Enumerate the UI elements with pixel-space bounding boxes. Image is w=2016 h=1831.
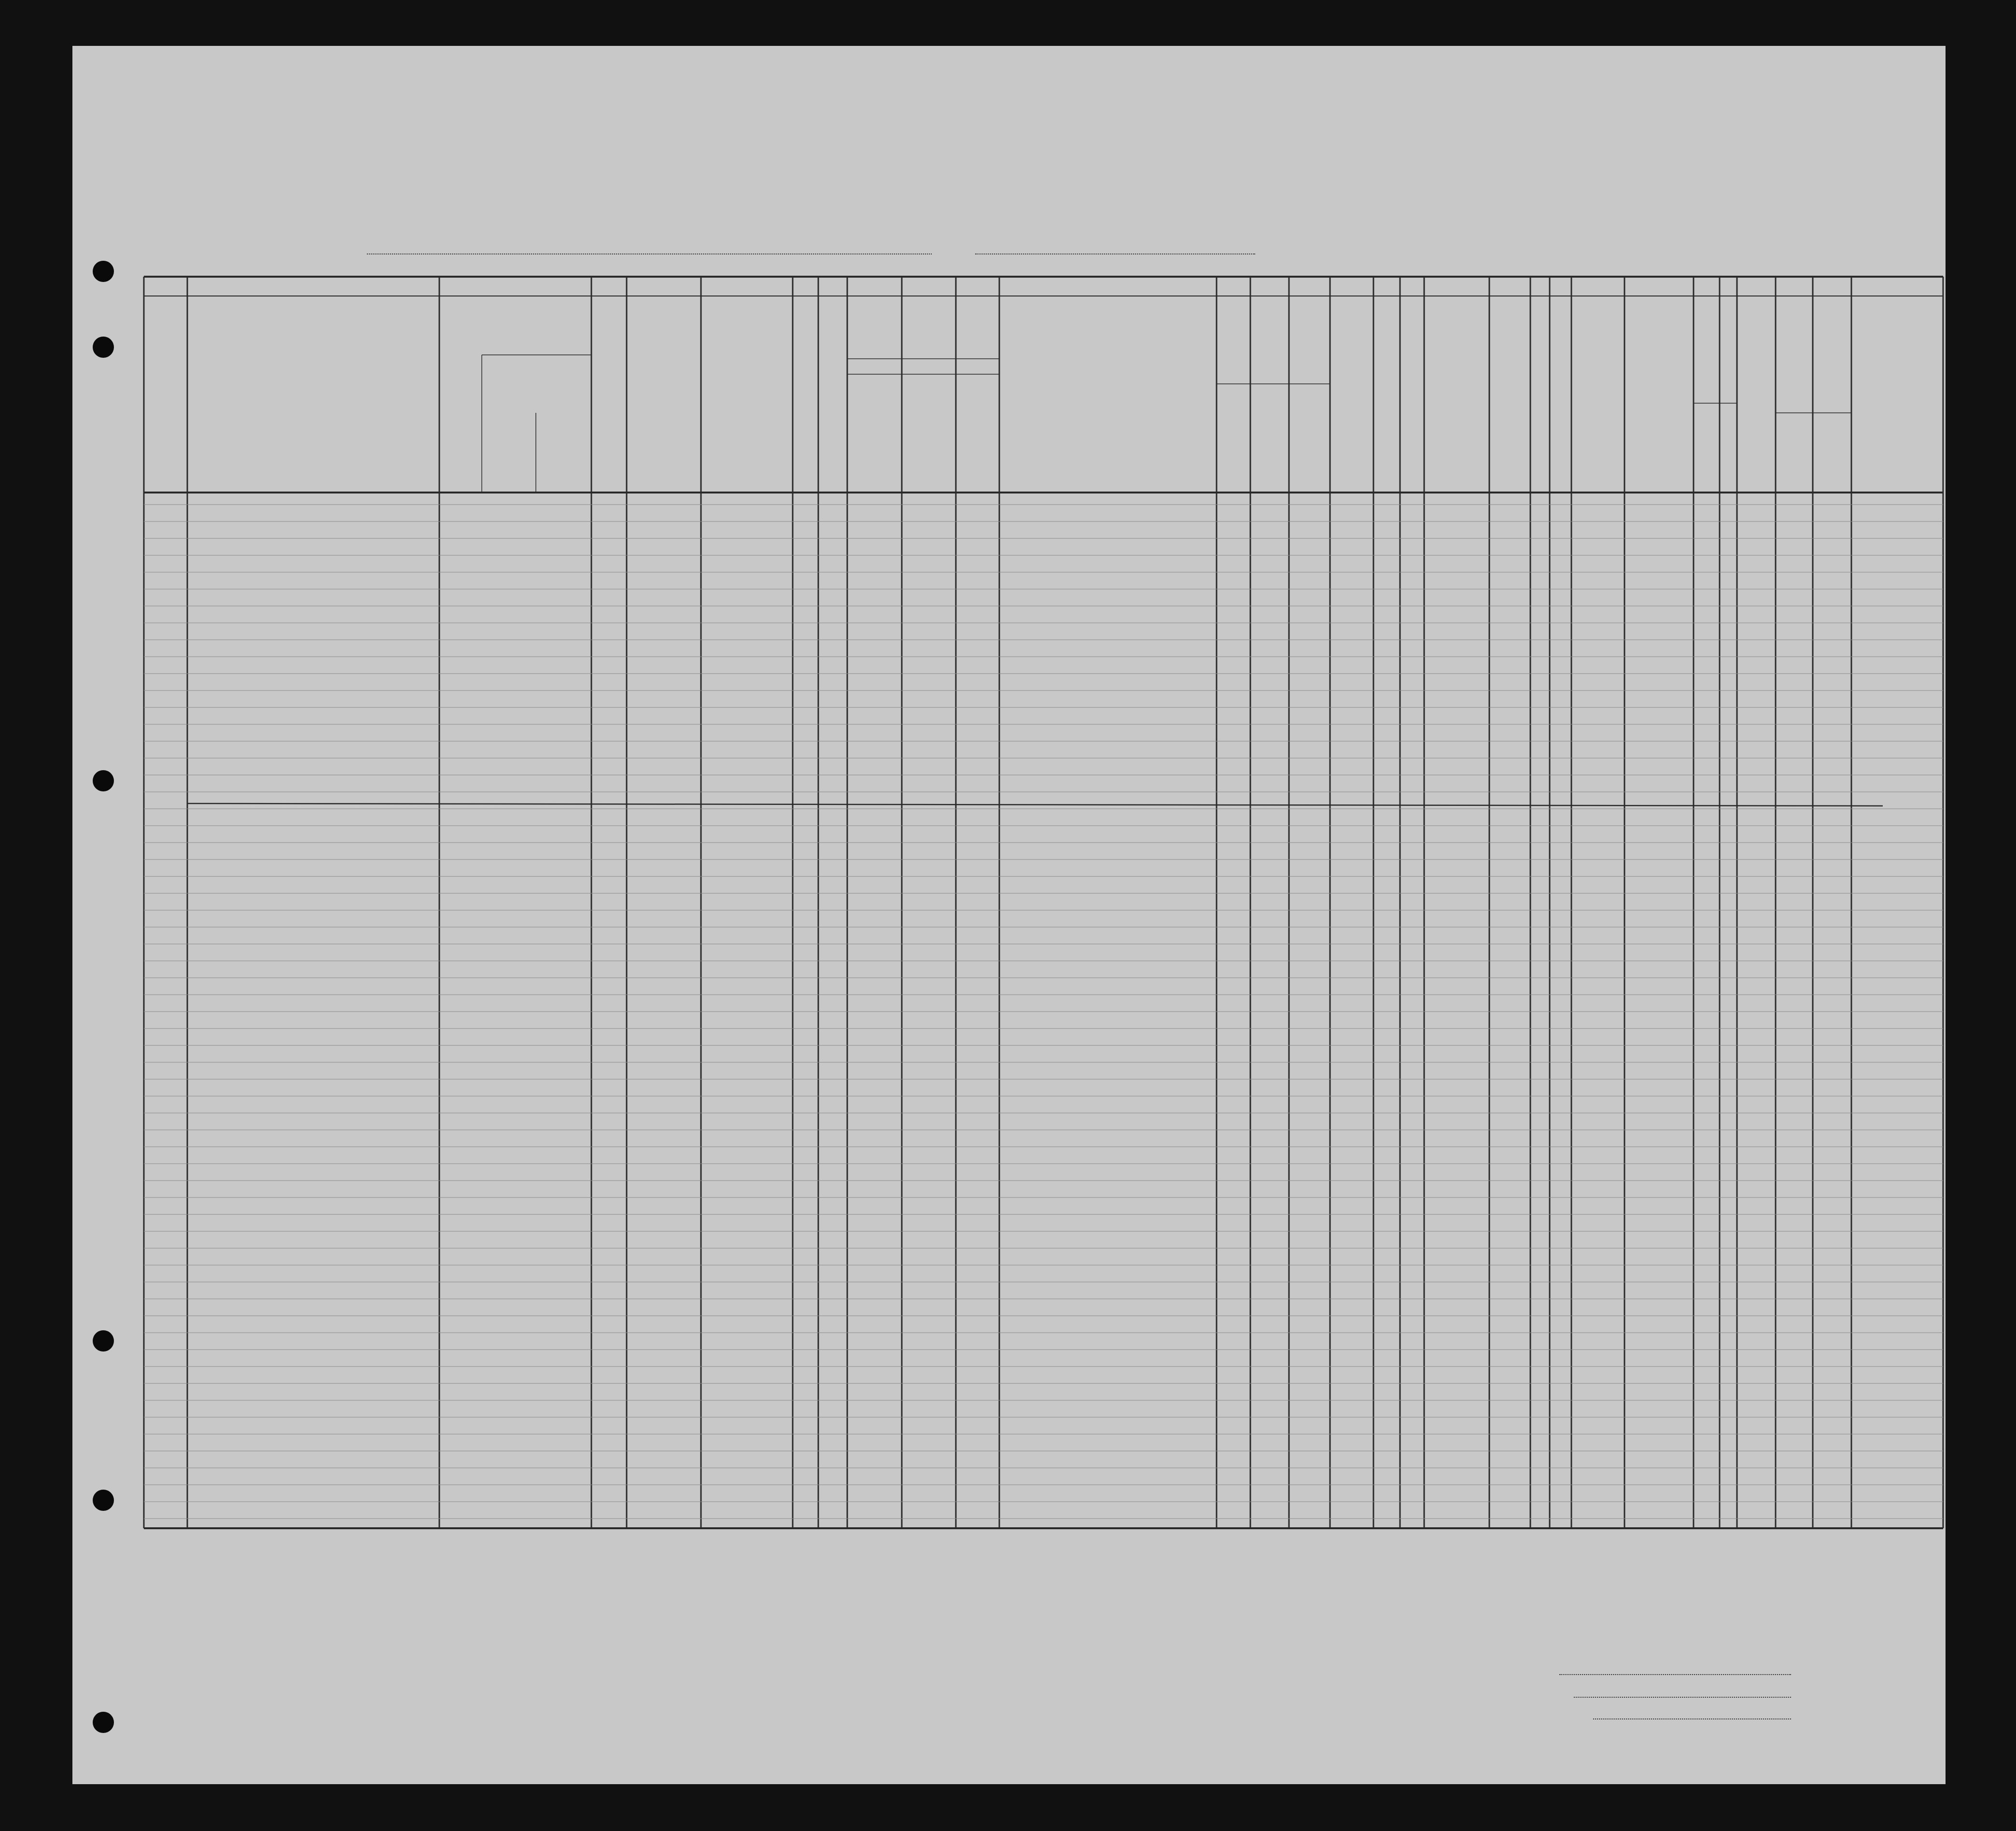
manifest-grid bbox=[72, 46, 1946, 1784]
row-8-strikethrough bbox=[187, 803, 1883, 806]
line-field bbox=[1559, 1674, 1791, 1675]
owners-field bbox=[1574, 1697, 1791, 1698]
local-agents-field bbox=[1593, 1718, 1791, 1719]
manifest-sheet bbox=[72, 46, 1946, 1784]
